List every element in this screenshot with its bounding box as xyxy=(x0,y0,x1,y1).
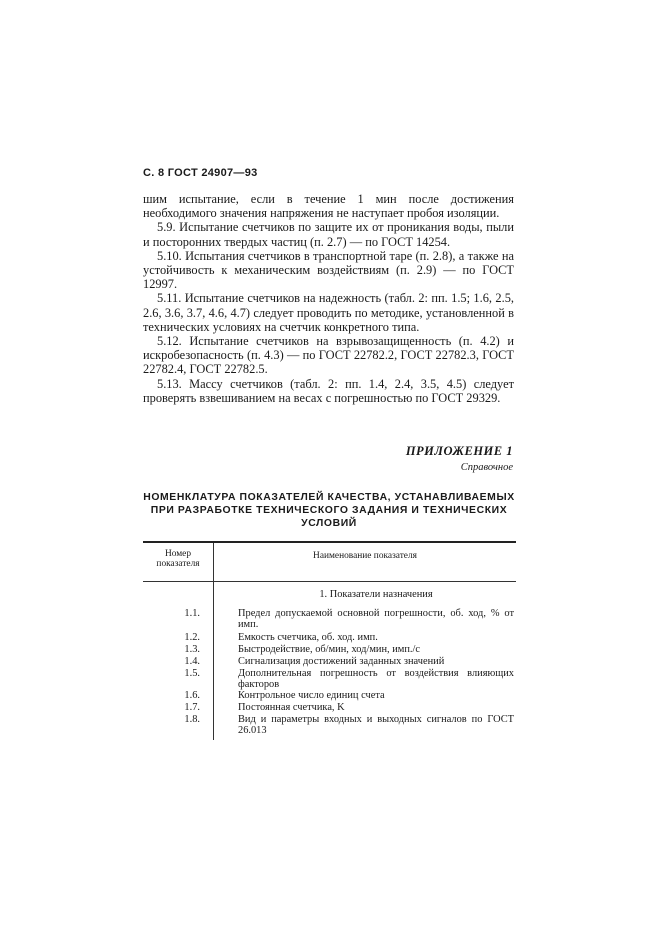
row-text: Дополнительная погрешность от воздействия влияющих факторов xyxy=(238,668,514,691)
paragraph-5-12: 5.12. Испытание счетчиков на взрывозащищенность (п. 4.2) и искробезопасность (п. 4.3) — по ГОСТ 22782.2, ГОСТ 22782.3, ГОСТ 22782.4, ГОСТ 22782.5. xyxy=(143,334,514,377)
appendix-subtitle: Справочное xyxy=(460,462,513,473)
row-text: Сигнализация достижений заданных значений xyxy=(238,656,445,667)
row-text: Постоянная счетчика, K xyxy=(238,702,345,713)
appendix-title: ПРИЛОЖЕНИЕ 1 xyxy=(405,444,513,458)
row-text: Быстродействие, об/мин, ход/мин, имп./с xyxy=(238,644,421,655)
row-number: 1.4. xyxy=(184,656,200,667)
appendix-label xyxy=(400,444,513,473)
nomenclature-title: НОМЕНКЛАТУРА ПОКАЗАТЕЛЕЙ КАЧЕСТВА, УСТАНАВЛИВАЕМЫХ ПРИ РАЗРАБОТКЕ ТЕХНИЧЕСКОГО ЗАДАНИЯ И ТЕХНИЧЕСКИХ УСЛОВИЙ xyxy=(143,492,515,529)
row-number: 1.3. xyxy=(184,644,200,655)
name-column xyxy=(214,582,516,740)
row-text: Предел допускаемой основной погрешности, об. ход, % от имп. xyxy=(238,608,514,631)
paragraph-5-13: 5.13. Массу счетчиков (табл. 2: пп. 1.4, 2.4, 3.5, 4.5) следует проверять взвешиванием на весах с погрешностью по ГОСТ 29329. xyxy=(143,376,514,405)
page-header: С. 8 ГОСТ 24907—93 xyxy=(143,167,258,179)
paragraph-continuation: шим испытание, если в течение 1 мин после достижения необходимого значения напряжения не наступает пробоя изоляции. xyxy=(143,192,514,221)
section-title: 1. Показатели назначения xyxy=(319,589,433,600)
table-header xyxy=(143,543,516,582)
paragraph-5-11: 5.11. Испытание счетчиков на надежность (табл. 2: пп. 1.5; 1.6, 2.5, 2.6, 3.6, 3.7, 4.6, 4.7) следует проводить по методике, установленной в технических условиях на счетчик конкретного типа. xyxy=(143,291,514,334)
quality-indicators-table xyxy=(143,541,516,740)
header-name: Наименование показателя xyxy=(313,551,417,562)
header-number: Номер показателя xyxy=(143,543,214,581)
row-text: Вид и параметры входных и выходных сигналов по ГОСТ 26.013 xyxy=(238,714,514,737)
row-number: 1.8. xyxy=(184,714,200,725)
row-number: 1.6. xyxy=(184,690,200,701)
row-text: Контрольное число единиц счета xyxy=(238,690,385,701)
paragraph-5-10: 5.10. Испытания счетчиков в транспортной таре (п. 2.8), а также на устойчивость к механическим воздействиям (п. 2.9) — по ГОСТ 12997. xyxy=(143,248,514,292)
body-text xyxy=(143,192,514,405)
number-column xyxy=(143,582,214,740)
paragraph-5-9: 5.9. Испытание счетчиков по защите их от проникания воды, пыли и посторонних твердых частиц (п. 2.7) — по ГОСТ 14254. xyxy=(143,220,514,249)
row-number: 1.5. xyxy=(184,668,200,679)
row-text: Емкость счетчика, об. ход. имп. xyxy=(238,632,378,643)
row-number: 1.2. xyxy=(184,632,200,643)
row-number: 1.1. xyxy=(184,608,200,619)
table-body xyxy=(143,582,516,740)
row-number: 1.7. xyxy=(184,702,200,713)
